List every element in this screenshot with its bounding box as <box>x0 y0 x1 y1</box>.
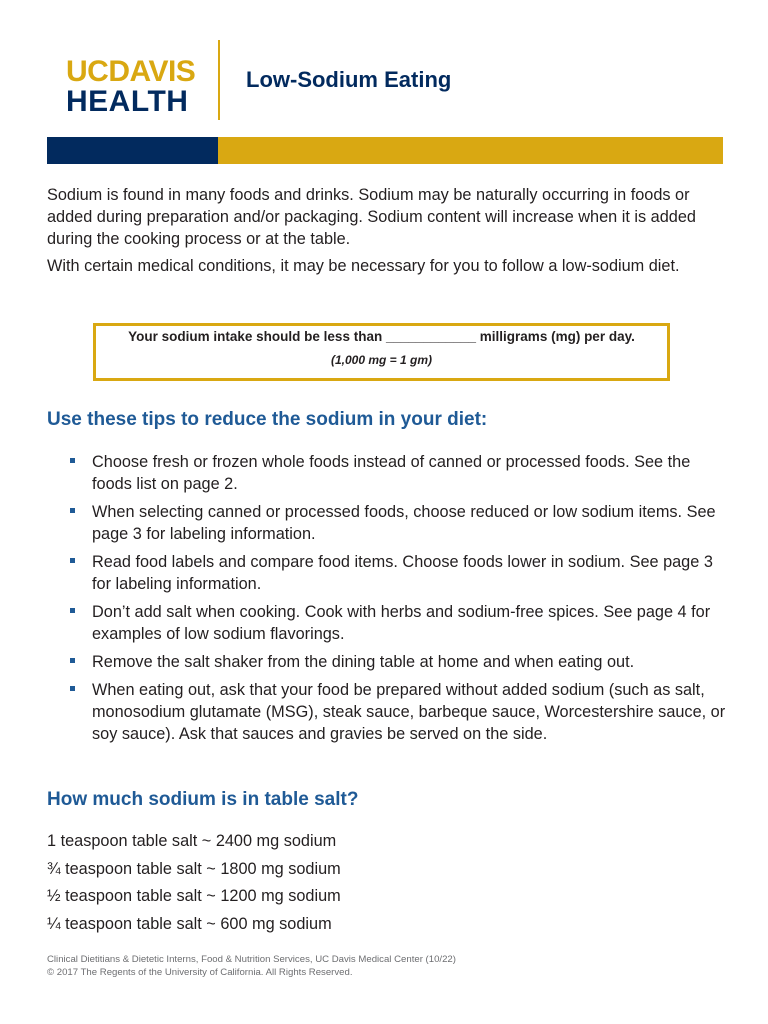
tips-heading: Use these tips to reduce the sodium in your diet: <box>47 409 488 430</box>
tip-text: Remove the salt shaker from the dining table at home and when eating out. <box>92 653 635 671</box>
document-title: Low-Sodium Eating <box>246 67 452 92</box>
header-color-band <box>47 137 723 164</box>
tip-text: When selecting canned or processed foods, choose reduced or low sodium items. See page 3 for labeling information. <box>92 503 716 543</box>
bullet-square-icon <box>70 686 75 691</box>
salt-sodium-list <box>47 828 341 938</box>
footer <box>47 953 456 979</box>
tip-text: Read food labels and compare food items. Choose foods lower in sodium. See page 3 for labeling information. <box>92 553 713 593</box>
bullet-square-icon <box>70 608 75 613</box>
intake-statement: Your sodium intake should be less than ____________ milligrams (mg) per day. <box>128 329 635 344</box>
salt-row: ½ teaspoon table salt ~ 1200 mg sodium <box>47 887 341 905</box>
conversion-note: (1,000 mg = 1 gm) <box>330 353 433 367</box>
logo-davis-text: DAVIS <box>108 55 196 88</box>
tip-item <box>70 679 730 745</box>
tip-item <box>70 651 730 673</box>
tips-list <box>70 451 730 751</box>
salt-heading: How much sodium is in table salt? <box>47 789 359 810</box>
intro-paragraph-1: Sodium is found in many foods and drinks. Sodium may be naturally occurring in foods or added during preparation and/or packaging. Sodium content will increase when it is added during the cooking process or at the table. <box>47 186 696 248</box>
salt-row: ¼ teaspoon table salt ~ 600 mg sodium <box>47 914 332 933</box>
footer-credit: Clinical Dietitians & Dietetic Interns, Food & Nutrition Services, UC Davis Medical Center (10/22) <box>47 954 456 965</box>
sodium-intake-box <box>93 323 670 381</box>
tip-item <box>70 601 730 645</box>
bullet-square-icon <box>70 458 75 463</box>
bullet-square-icon <box>70 508 75 513</box>
band-gold-segment <box>218 137 723 164</box>
intro-paragraph-2: With certain medical conditions, it may be necessary for you to follow a low-sodium diet. <box>47 257 680 275</box>
uc-davis-health-logo <box>66 57 195 117</box>
band-navy-segment <box>47 137 218 164</box>
bullet-square-icon <box>70 558 75 563</box>
salt-row: ¾ teaspoon table salt ~ 1800 mg sodium <box>47 859 341 878</box>
tip-text: Choose fresh or frozen whole foods instead of canned or processed foods. See the foods list on page 2. <box>92 453 691 493</box>
tip-text: When eating out, ask that your food be prepared without added sodium (such as salt, monosodium glutamate (MSG), steak sauce, barbeque sauce, Worcestershire sauce, or soy sauce). Ask that sauces and gravies be served on the side. <box>92 681 726 743</box>
footer-copyright: © 2017 The Regents of the University of California. All Rights Reserved. <box>47 967 353 978</box>
salt-row: 1 teaspoon table salt ~ 2400 mg sodium <box>47 832 337 850</box>
bullet-square-icon <box>70 658 75 663</box>
tip-text: Don’t add salt when cooking. Cook with herbs and sodium-free spices. See page 4 for examples of low sodium flavorings. <box>92 603 711 643</box>
tip-item <box>70 501 730 545</box>
tip-item <box>70 451 730 495</box>
logo-health-text: HEALTH <box>66 85 189 118</box>
tip-item <box>70 551 730 595</box>
logo-divider <box>218 40 220 120</box>
logo-uc-text: UC <box>66 55 109 88</box>
